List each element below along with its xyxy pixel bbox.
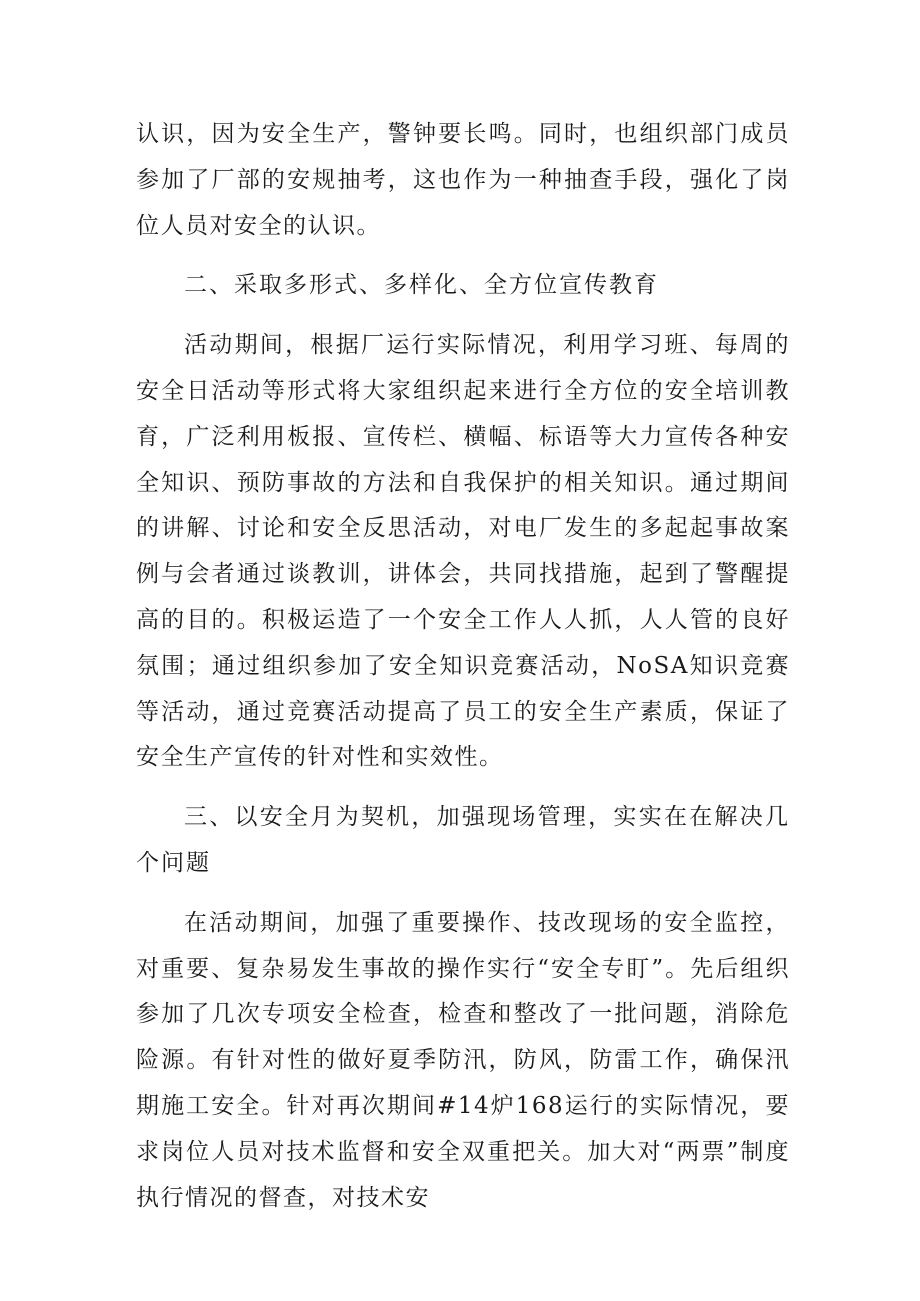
paragraph-continuation: 认识，因为安全生产，警钟要长鸣。同时，也组织部门成员参加了厂部的安规抽考，这也作为一种抽查手段，强化了岗位人员对安全的认识。 [136,121,790,239]
document-body [136,112,790,1221]
section-heading-2: 二、采取多形式、多样化、全方位宣传教育 [184,272,659,299]
paragraph-publicity-education: 活动期间，根据厂运行实际情况，利用学习班、每周的安全日活动等形式将大家组织起来进行全方位的安全培训教育，广泛利用板报、宣传栏、横幅、标语等大力宣传各种安全知识、预防事故的方法和自我保护的相关知识。通过期间的讲解、讨论和安全反思活动，对电厂发生的多起起事故案例与会者通过谈教训，讲体会，共同找措施，起到了警醒提高的目的。积极运造了一个安全工作人人抓，人人管的良好氛围；通过组织参加了安全知识竞赛活动，NoSA知识竞赛等活动，通过竞赛活动提高了员工的安全生产素质，保证了安全生产宣传的针对性和实效性。 [136,332,790,771]
section-heading-3: 三、以安全月为契机，加强现场管理，实实在在解决几个问题 [136,804,790,876]
paragraph-site-management: 在活动期间，加强了重要操作、技改现场的安全监控，对重要、复杂易发生事故的操作实行“安全专盯”。先后组织参加了几次专项安全检查，检查和整改了一批问题，消除危险源。有针对性的做好夏季防汛，防风，防雷工作，确保汛期施工安全。针对再次期间#14炉168运行的实际情况，要求岗位人员对技术监督和安全双重把关。加大对“两票”制度执行情况的督查，对技术安 [136,909,790,1211]
